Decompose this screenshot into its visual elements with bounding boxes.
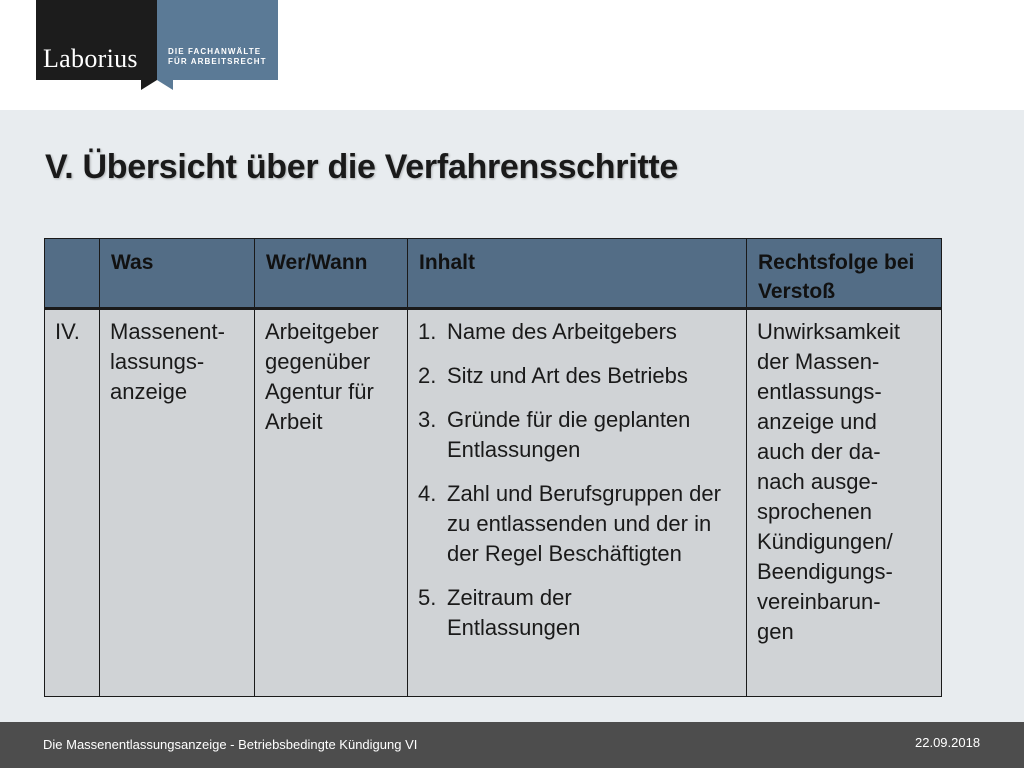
logo-blue-tail [157,80,173,90]
list-item-text: Gründe für die geplanten Entlassungen [447,407,691,462]
list-item-text: Name des Arbeitgebers [447,319,677,344]
cell-step: IV. [45,309,100,697]
logo-name: Laborius [43,44,138,73]
inhalt-list [418,317,746,643]
header-inhalt: Inhalt [408,239,747,309]
header-was: Was [100,239,255,309]
procedure-table [44,238,942,697]
list-item [418,361,746,391]
logo-tagline [168,47,267,67]
list-item-number: 1. [418,319,437,344]
list-item [418,583,746,643]
cell-rechtsfolge: Unwirksamkeit der Massen- entlassungs- anzeige und auch der da- nach ausge- sprochenen Kündigungen/ Beendigungs- vereinbarun- gen [747,309,942,697]
footer-text: Die Massenentlassungsanzeige - Betriebsbedingte Kündigung VI [43,737,418,752]
list-item-number: 3. [418,407,437,432]
table-row [45,309,942,697]
list-item-number: 5. [418,585,437,610]
list-item [418,479,746,569]
list-item [418,317,746,347]
logo-tagline-line2: FÜR ARBEITSRECHT [168,57,267,66]
list-item-text: Sitz und Art des Betriebs [447,363,688,388]
header-rechtsfolge: Rechtsfolge bei Verstoß [747,239,942,309]
list-item-number: 2. [418,363,437,388]
logo-tagline-line1: DIE FACHANWÄLTE [168,47,262,56]
cell-wer-wann: Arbeitgeber gegenüber Agentur für Arbeit [255,309,408,697]
cell-was: Massenent- lassungs- anzeige [100,309,255,697]
logo-dark-tail [141,80,157,90]
list-item-text: Zahl und Berufsgruppen der zu entlassenden und der in der Regel Beschäftigten [447,481,721,566]
footer-date: 22.09.2018 [915,735,981,750]
list-item [418,405,746,465]
slide-title: V. Übersicht über die Verfahrensschritte [45,148,678,186]
cell-inhalt [408,309,747,697]
logo-blue-panel [157,0,278,80]
header-step [45,239,100,309]
table-header-row [45,239,942,309]
list-item-text: Zeitraum der Entlassungen [447,585,581,640]
list-item-number: 4. [418,481,437,506]
header-wer-wann: Wer/Wann [255,239,408,309]
